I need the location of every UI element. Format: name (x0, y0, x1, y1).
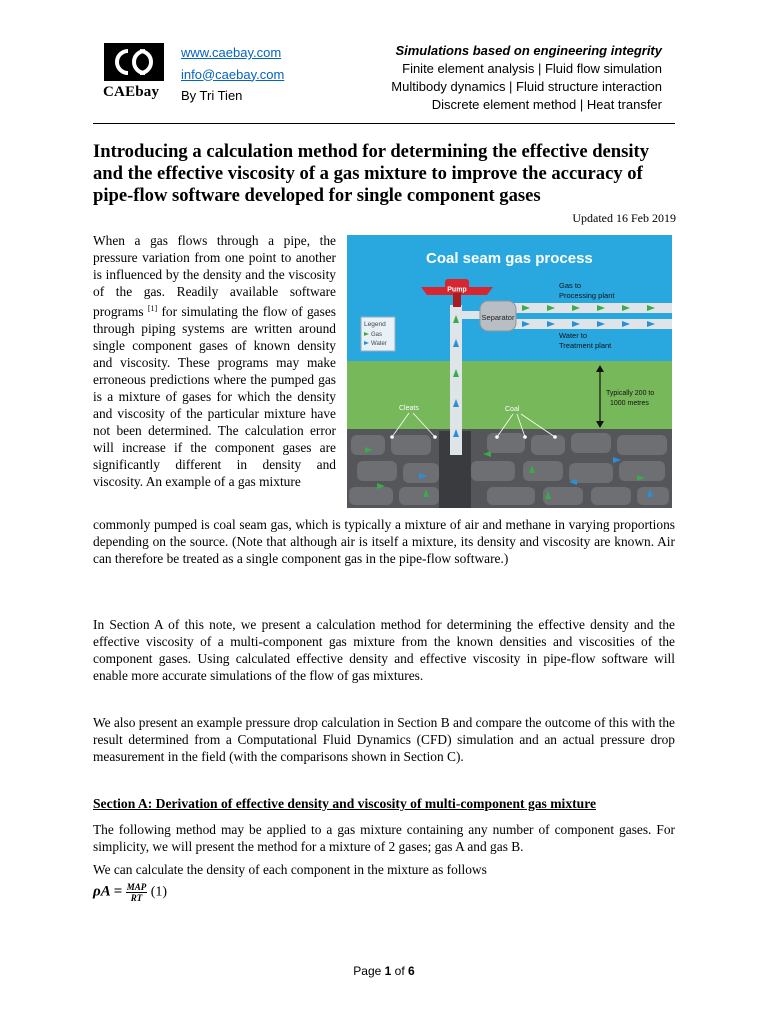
coal-seam-gas-figure (347, 235, 672, 508)
header-services (391, 42, 662, 114)
process-diagram (347, 235, 672, 508)
email-link[interactable]: info@caebay.com (181, 66, 285, 82)
water-destination-2: Treatment plant (559, 341, 612, 350)
pump-label: Pump (447, 286, 467, 294)
legend-water: Water (371, 341, 387, 347)
page-number: 1 (384, 964, 392, 978)
figure-title: Coal seam gas process (426, 250, 593, 267)
service-line: Multibody dynamics | Fluid structure interaction (391, 79, 662, 94)
equation-1 (93, 882, 167, 903)
reference-marker[interactable]: [1] (147, 304, 158, 313)
gas-destination-1: Gas to (559, 281, 582, 290)
intro-text-2: for simulating the flow of gases through piping systems are written around single component gases of known density and viscosity. These programs may make erroneous predictions where the pumped gas is a mixture of gases for which the density and viscosity of the particular mixture have not been determined. The calculation error will increase if the component gases are significantly different in density and viscosity. An example of a gas mixture (93, 304, 336, 489)
water-destination-1: Water to (559, 331, 588, 340)
cleats-label: Cleats (399, 405, 419, 412)
service-line: Discrete element method | Heat transfer (431, 97, 662, 112)
intro-continuation: commonly pumped is coal seam gas, which is typically a mixture of air and methane in varying proportions depending on the source. (Note that although air is itself a mixture, its density and viscosity are known. Air can therefore be treated as a single component gas in the pipe-flow software.) (93, 517, 675, 566)
legend-gas: Gas (371, 332, 383, 338)
depth-label-2: 1000 metres (610, 400, 649, 407)
equation-numerator: MAP (126, 882, 147, 892)
service-line: Finite element analysis | Fluid flow simulation (402, 61, 662, 76)
page-total: 6 (408, 964, 415, 978)
depth-label-1: Typically 200 to (606, 390, 655, 397)
equation-label: (1) (150, 884, 168, 900)
tagline: Simulations based on engineering integrity (395, 43, 662, 58)
gas-destination-2: Processing plant (559, 291, 615, 300)
logo-name: CAEbay (103, 84, 160, 100)
section-overview-paragraph: In Section A of this note, we present a calculation method for determining the effective density and the effective viscosity of a multi-component gas mixture from the known densities and viscosities of the component gases. Using calculated effective density and effective viscosity in pipe-flow software will enable more accurate simulations of the flow of gas mixtures. (93, 617, 675, 683)
of-word: of (394, 964, 405, 978)
updated-date: Updated 16 Feb 2019 (572, 211, 676, 225)
header-divider (93, 123, 675, 124)
intro-text-1: When a gas flows through a pipe, the pressure variation from one point to another is influenced by the density and the viscosity of the gas. Readily available software programs (93, 233, 336, 319)
equation-lhs: ρA = (93, 883, 123, 900)
section-a-heading: Section A: Derivation of effective density and viscosity of multi-component gas mixture (93, 796, 597, 811)
header-links (181, 42, 284, 107)
coal-label: Coal (505, 406, 520, 413)
caebay-logo (104, 43, 164, 81)
page-word: Page (353, 964, 382, 978)
equation-denominator: RT (130, 893, 143, 903)
author-line: By Tri Tien (181, 88, 243, 103)
intro-paragraph (93, 232, 336, 490)
cc-logo-icon (104, 43, 164, 81)
document-title: Introducing a calculation method for determining the effective density and the effective viscosity of a gas mixture to improve the accuracy of pipe-flow software developed for single component gases (93, 141, 650, 206)
pump-shaft (453, 293, 461, 307)
page-footer (0, 964, 768, 978)
section-a-paragraph-2: We can calculate the density of each component in the mixture as follows (93, 862, 487, 877)
website-link[interactable]: www.caebay.com (181, 45, 282, 60)
legend-title: Legend (364, 321, 386, 328)
separator-label: Separator (481, 313, 515, 322)
comparison-paragraph: We also present an example pressure drop calculation in Section B and compare the outcome of this with the result determined from a Computational Fluid Dynamics (CFD) simulation and an actual pressure drop measurement in the field (with the comparisons shown in Section C). (93, 715, 675, 764)
section-a-paragraph-1: The following method may be applied to a gas mixture containing any number of component gases. For simplicity, we will present the method for a mixture of 2 gases; gas A and gas B. (93, 822, 675, 854)
equation-fraction (126, 882, 148, 903)
